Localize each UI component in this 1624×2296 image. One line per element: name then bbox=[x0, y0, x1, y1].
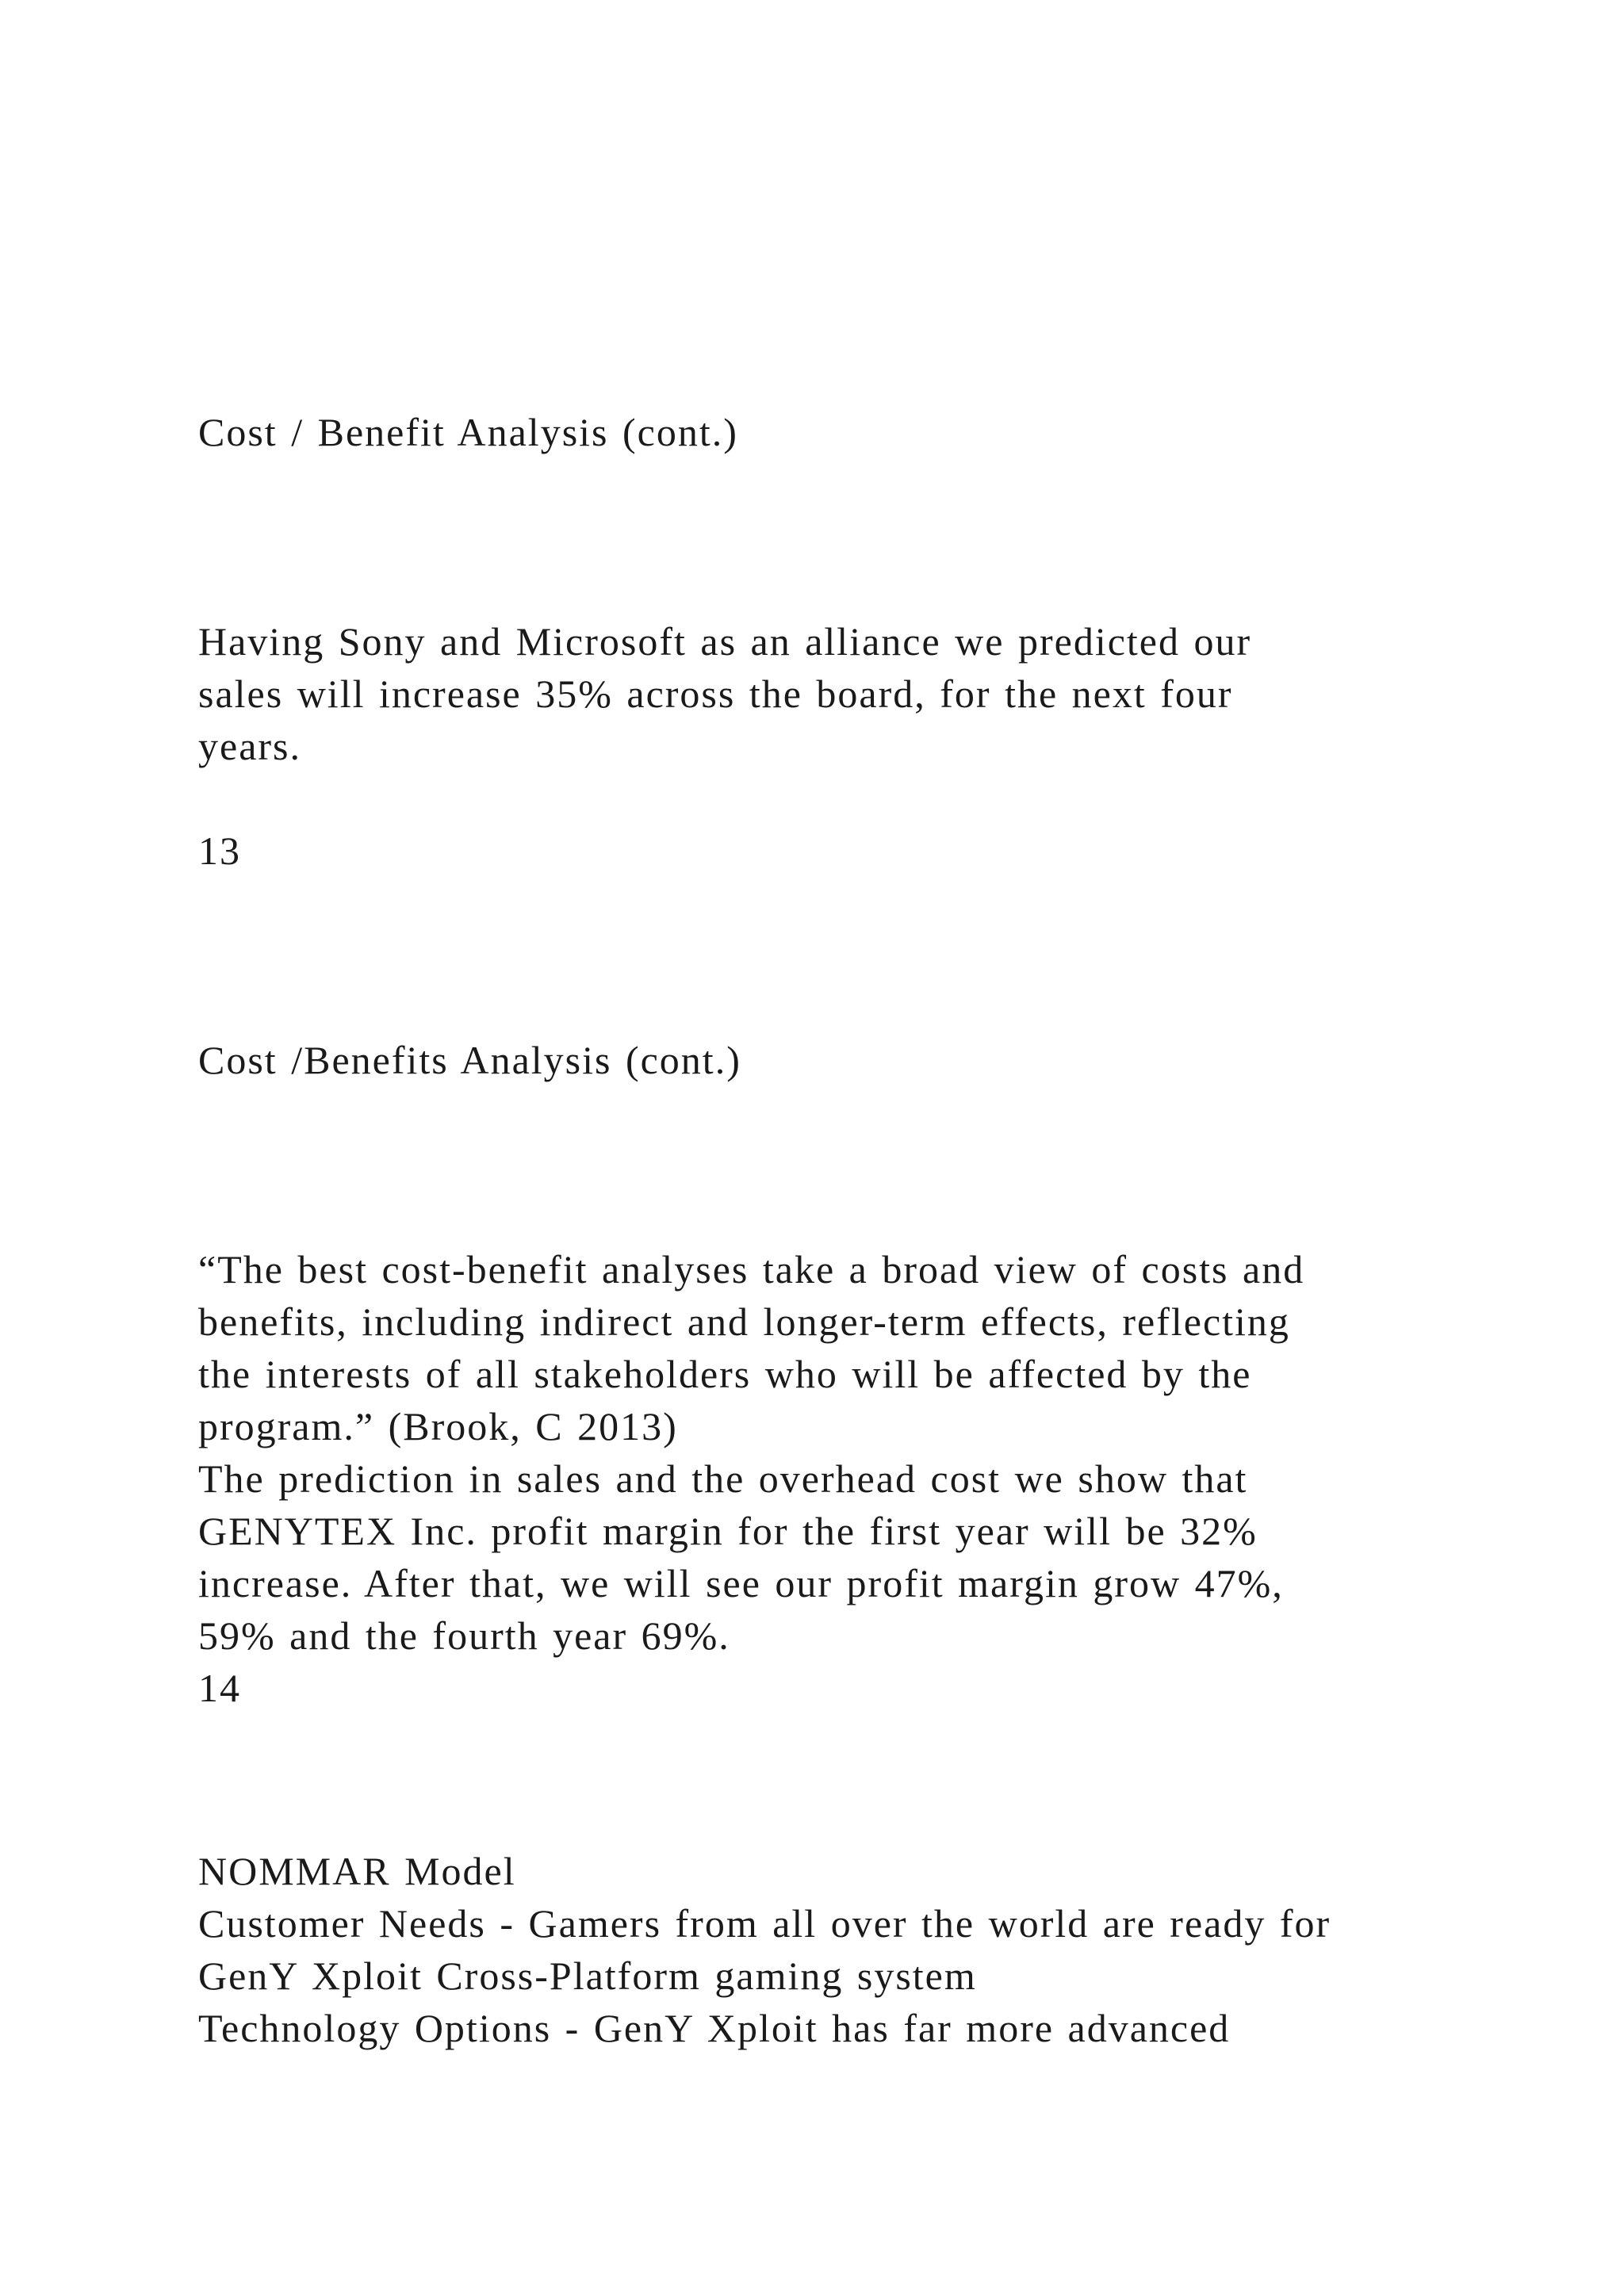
paragraph-line: sales will increase 35% across the board, for the next four bbox=[198, 672, 1233, 716]
section-heading-nommar: NOMMAR Model bbox=[198, 1849, 516, 1893]
paragraph-line: The prediction in sales and the overhead cost we show that bbox=[198, 1456, 1248, 1501]
quote-line: the interests of all stakeholders who will be affected by the bbox=[198, 1352, 1252, 1396]
paragraph-line: years. bbox=[198, 724, 301, 768]
paragraph-line: GenY Xploit Cross-Platform gaming system bbox=[198, 1954, 977, 1998]
page-number: 13 bbox=[198, 828, 241, 873]
paragraph-line: Technology Options - GenY Xploit has far more advanced bbox=[198, 2006, 1231, 2050]
paragraph-line: 59% and the fourth year 69%. bbox=[198, 1613, 730, 1658]
section-heading-cost-benefit: Cost / Benefit Analysis (cont.) bbox=[198, 410, 738, 454]
section-heading-cost-benefits: Cost /Benefits Analysis (cont.) bbox=[198, 1038, 741, 1082]
page-number: 14 bbox=[198, 1666, 241, 1710]
paragraph-line: Having Sony and Microsoft as an alliance we predicted our bbox=[198, 619, 1252, 664]
quote-line: program.” (Brook, C 2013) bbox=[198, 1404, 678, 1448]
quote-line: benefits, including indirect and longer-term effects, reflecting bbox=[198, 1299, 1290, 1344]
quote-line: “The best cost-benefit analyses take a broad view of costs and bbox=[198, 1247, 1305, 1292]
paragraph-line: increase. After that, we will see our profit margin grow 47%, bbox=[198, 1561, 1284, 1605]
paragraph-line: GENYTEX Inc. profit margin for the first year will be 32% bbox=[198, 1509, 1258, 1553]
paragraph-line: Customer Needs - Gamers from all over the world are ready for bbox=[198, 1901, 1331, 1946]
